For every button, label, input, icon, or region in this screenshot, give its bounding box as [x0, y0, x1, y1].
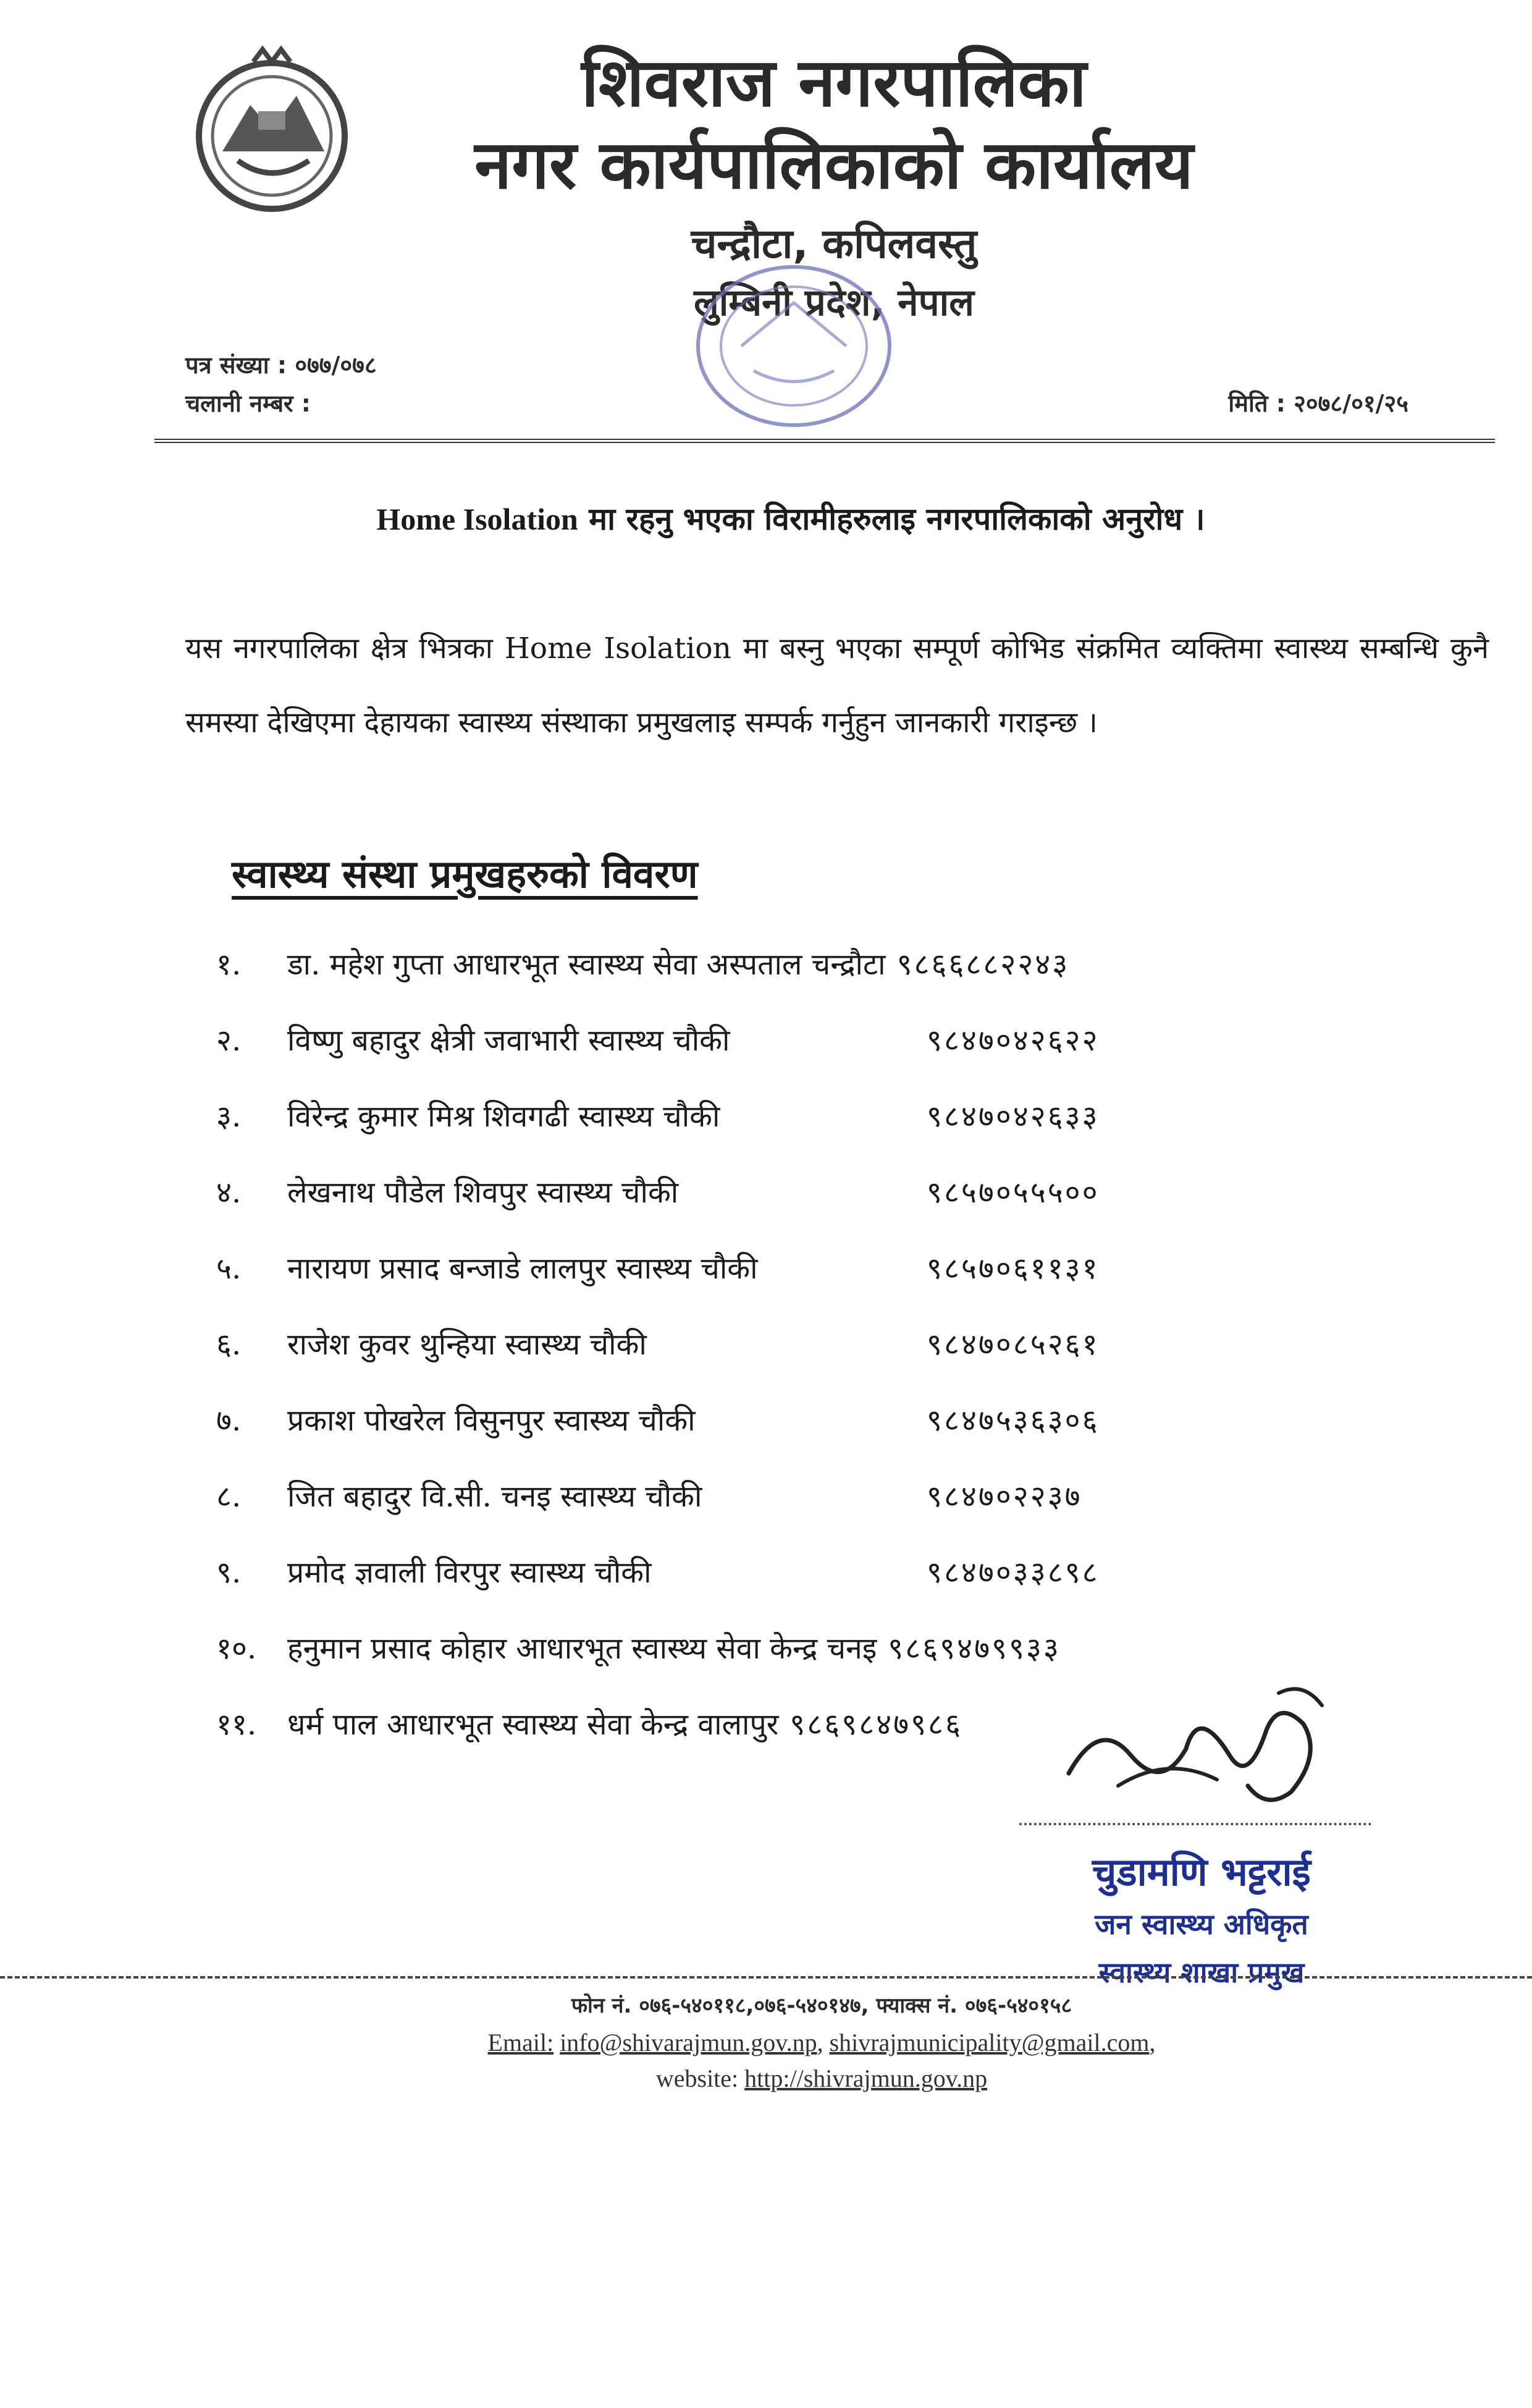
email-separator: ,	[817, 2029, 823, 2056]
item-number: ६.	[216, 1327, 242, 1362]
item-name: जित बहादुर वि.सी. चनइ स्वास्थ्य चौकी	[287, 1479, 702, 1514]
letter-number-value: ०७७/०७८	[295, 352, 377, 379]
website-link[interactable]: http://shivrajmun.gov.np	[744, 2064, 988, 2092]
email-link-2[interactable]: shivrajmunicipality@gmail.com	[829, 2029, 1150, 2056]
dispatch-number-label: चलानी नम्बर :	[185, 390, 311, 417]
footer-email-line	[247, 2025, 1396, 2061]
list-item	[216, 1155, 1390, 1231]
list-item	[216, 1079, 1390, 1155]
item-name: डा. महेश गुप्ता आधारभूत स्वास्थ्य सेवा अस्पताल चन्द्रौटा ९८६६८८२२४३	[287, 947, 1070, 982]
date-line	[1228, 384, 1408, 423]
item-number: ८.	[216, 1479, 242, 1514]
dispatch-number-line	[185, 384, 377, 423]
item-name: राजेश कुवर थुन्हिया स्वास्थ्य चौकी	[287, 1327, 647, 1362]
list-item	[216, 927, 1390, 1003]
item-number: २.	[216, 1023, 242, 1058]
item-name: प्रमोद ज्ञवाली विरपुर स्वास्थ्य चौकी	[287, 1555, 652, 1590]
item-name: हनुमान प्रसाद कोहार आधारभूत स्वास्थ्य सेवा केन्द्र चनइ ९८६९४७९९३३	[287, 1631, 1061, 1666]
list-item	[216, 1307, 1390, 1383]
date-value: २०७८/०१/२५	[1294, 390, 1408, 417]
list-item	[216, 1003, 1390, 1079]
list-item	[216, 1383, 1390, 1459]
footer-phones: फोन नं. ०७६-५४०११८,०७६-५४०१४७, फ्याक्स नं. ०७६-५४०१५८	[571, 1993, 1072, 2018]
item-name: धर्म पाल आधारभूत स्वास्थ्य सेवा केन्द्र वालापुर ९८६९८४७९८६	[287, 1707, 962, 1742]
item-number: ४.	[216, 1175, 242, 1210]
email-end: ,	[1149, 2029, 1156, 2056]
item-phone: ९८४७०२२३७	[927, 1479, 1082, 1514]
organization-name: शिवराज नगरपालिका	[581, 44, 1087, 122]
letter-number-label: पत्र संख्या :	[185, 352, 287, 379]
item-number: ९.	[216, 1555, 242, 1590]
item-name: विरेन्द्र कुमार मिश्र शिवगढी स्वास्थ्य चौकी	[287, 1099, 720, 1134]
list-item	[216, 1231, 1390, 1307]
letter-subject	[154, 494, 1427, 544]
item-name: विष्णु बहादुर क्षेत्री जवाभारी स्वास्थ्य चौकी	[287, 1023, 730, 1058]
subject-nepali: मा रहनु भएका विरामीहरुलाइ नगरपालिकाको अनुरोध ।	[589, 501, 1205, 537]
item-phone: ९८५७०६११३१	[927, 1251, 1100, 1286]
header-divider	[154, 439, 1495, 443]
email-label: Email:	[487, 2029, 554, 2056]
address-line-1: चन्द्रौटा, कपिलवस्तु	[691, 220, 977, 268]
website-label: website:	[655, 2064, 739, 2092]
item-number: १.	[216, 947, 242, 982]
item-phone: ९८४७०४२६३३	[927, 1099, 1100, 1134]
nepal-emblem-icon	[179, 37, 364, 222]
footer	[247, 1987, 1396, 2097]
item-number: ५.	[216, 1251, 242, 1286]
item-number: १०.	[216, 1631, 257, 1666]
subject-english: Home Isolation	[376, 502, 578, 536]
item-number: ११.	[216, 1707, 257, 1742]
office-name: नगर कार्यपालिकाको कार्यालय	[474, 127, 1193, 204]
signer-name: चुडामणि भट्टराई	[1092, 1849, 1311, 1895]
signature-line	[1019, 1823, 1371, 1825]
letter-number-line	[185, 346, 377, 384]
date-label: मिति :	[1228, 390, 1286, 417]
signer-block	[976, 1844, 1427, 1996]
item-phone: ९८४७०४२६२२	[927, 1023, 1100, 1058]
item-name: नारायण प्रसाद बन्जाडे लालपुर स्वास्थ्य चौकी	[287, 1251, 758, 1286]
list-item	[216, 1459, 1390, 1535]
list-item	[216, 1535, 1390, 1611]
item-number: ७.	[216, 1403, 242, 1438]
contact-list-title: स्वास्थ्य संस्था प्रमुखहरुको विवरण	[232, 851, 698, 897]
contact-list	[216, 927, 1390, 1763]
footer-website-line	[247, 2061, 1396, 2097]
body-paragraph: यस नगरपालिका क्षेत्र भित्रका Home Isolation मा बस्नु भएका सम्पूर्ण कोभिड संक्रमित व्यक्तिमा स्वास्थ्य सम्बन्धि कुनै समस्या देखिएमा देहायका स्वास्थ्य संस्थाका प्रमुखलाइ सम्पर्क गर्नुहुन जानकारी गराइन्छ ।	[185, 632, 1489, 740]
signature-icon	[1044, 1681, 1353, 1817]
item-number: ३.	[216, 1099, 242, 1134]
item-phone: ९८६९८४७९८६	[789, 1707, 962, 1742]
item-phone: ९८४७०८५२६१	[927, 1327, 1100, 1362]
office-stamp-icon	[692, 260, 896, 433]
item-phone: ९८४७५३६३०६	[927, 1403, 1100, 1438]
letter-meta	[185, 346, 377, 423]
address-line-2: लुम्बिनी प्रदेश, नेपाल	[694, 281, 974, 324]
signer-title-1: जन स्वास्थ्य अधिकृत	[1095, 1907, 1308, 1941]
item-phone: ९८६९४७९९३३	[888, 1631, 1061, 1666]
item-phone: ९८६६८८२२४३	[896, 947, 1070, 982]
email-link-1[interactable]: info@shivarajmun.gov.np	[560, 2029, 817, 2056]
item-name: प्रकाश पोखरेल विसुनपुर स्वास्थ्य चौकी	[287, 1403, 696, 1438]
list-item	[216, 1611, 1390, 1687]
signer-title-2: स्वास्थ्य शाखा प्रमुख	[1098, 1956, 1305, 1989]
item-phone: ९८४७०३३८९८	[927, 1555, 1100, 1590]
item-phone: ९८५७०५५५००	[927, 1175, 1100, 1210]
item-name: लेखनाथ पौडेल शिवपुर स्वास्थ्य चौकी	[287, 1175, 679, 1210]
footer-divider	[0, 1976, 1532, 1979]
